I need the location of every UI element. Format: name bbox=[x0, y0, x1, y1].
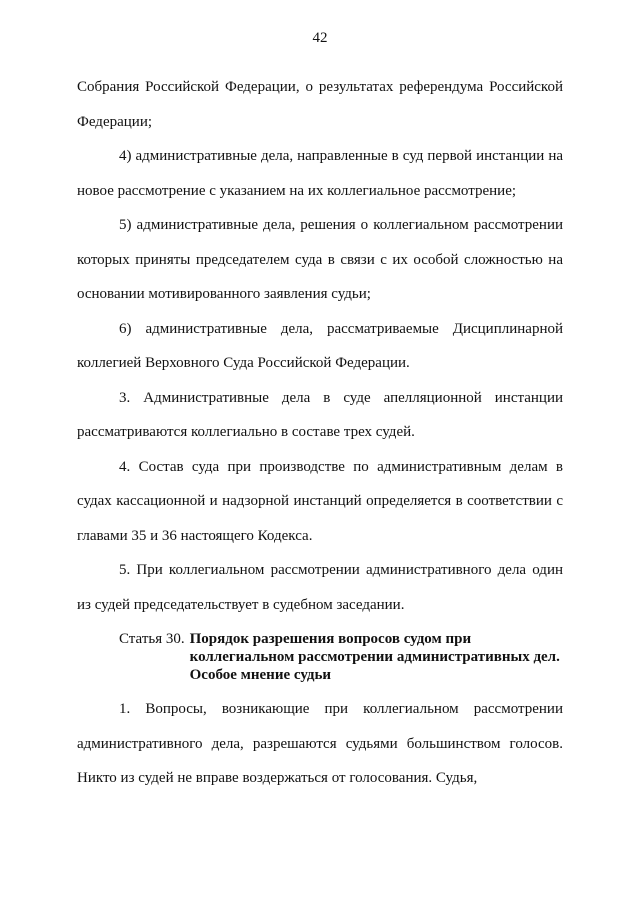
article-title-line-1: Порядок разрешения вопросов судом при bbox=[189, 631, 472, 647]
paragraph-item-4: 4) административные дела, направленные в суд первой инстанции на новое рассмотрение с указанием на их коллегиальное рассмотрение; bbox=[77, 148, 563, 199]
article-title bbox=[190, 630, 563, 684]
paragraph-item-6: 6) административные дела, рассматриваемые Дисциплинарной коллегией Верховного Суда Российской Федерации. bbox=[77, 320, 563, 371]
paragraph-part-5: 5. При коллегиальном рассмотрении административного дела один из судей председательствует в судебном заседании. bbox=[77, 562, 563, 613]
article-title-line-3: Особое мнение судьи bbox=[189, 667, 332, 683]
paragraph-article-30-part-1: 1. Вопросы, возникающие при коллегиальном рассмотрении административного дела, разрешаются судьями большинством голосов. Никто из судей не вправе воздержаться от голосования. Судья, bbox=[77, 701, 563, 786]
article-title-line-2: коллегиальном рассмотрении административных дел. bbox=[189, 649, 560, 665]
document-body bbox=[77, 70, 563, 796]
paragraph-item-5: 5) административные дела, решения о коллегиальном рассмотрении которых приняты председателем суда в связи с их особой сложностью на основании мотивированного заявления судьи; bbox=[77, 217, 563, 302]
paragraph-part-4: 4. Состав суда при производстве по административным делам в судах кассационной и надзорной инстанций определяется в соответствии с главами 35 и 36 настоящего Кодекса. bbox=[77, 458, 563, 544]
article-heading bbox=[77, 622, 563, 692]
page-number: 42 bbox=[312, 30, 328, 46]
paragraph-part-3: 3. Административные дела в суде апелляционной инстанции рассматриваются коллегиально в составе трех судей. bbox=[77, 389, 563, 440]
paragraph-continuation: Собрания Российской Федерации, о результатах референдума Российской Федерации; bbox=[77, 79, 563, 130]
article-number: Статья 30. bbox=[119, 631, 185, 647]
